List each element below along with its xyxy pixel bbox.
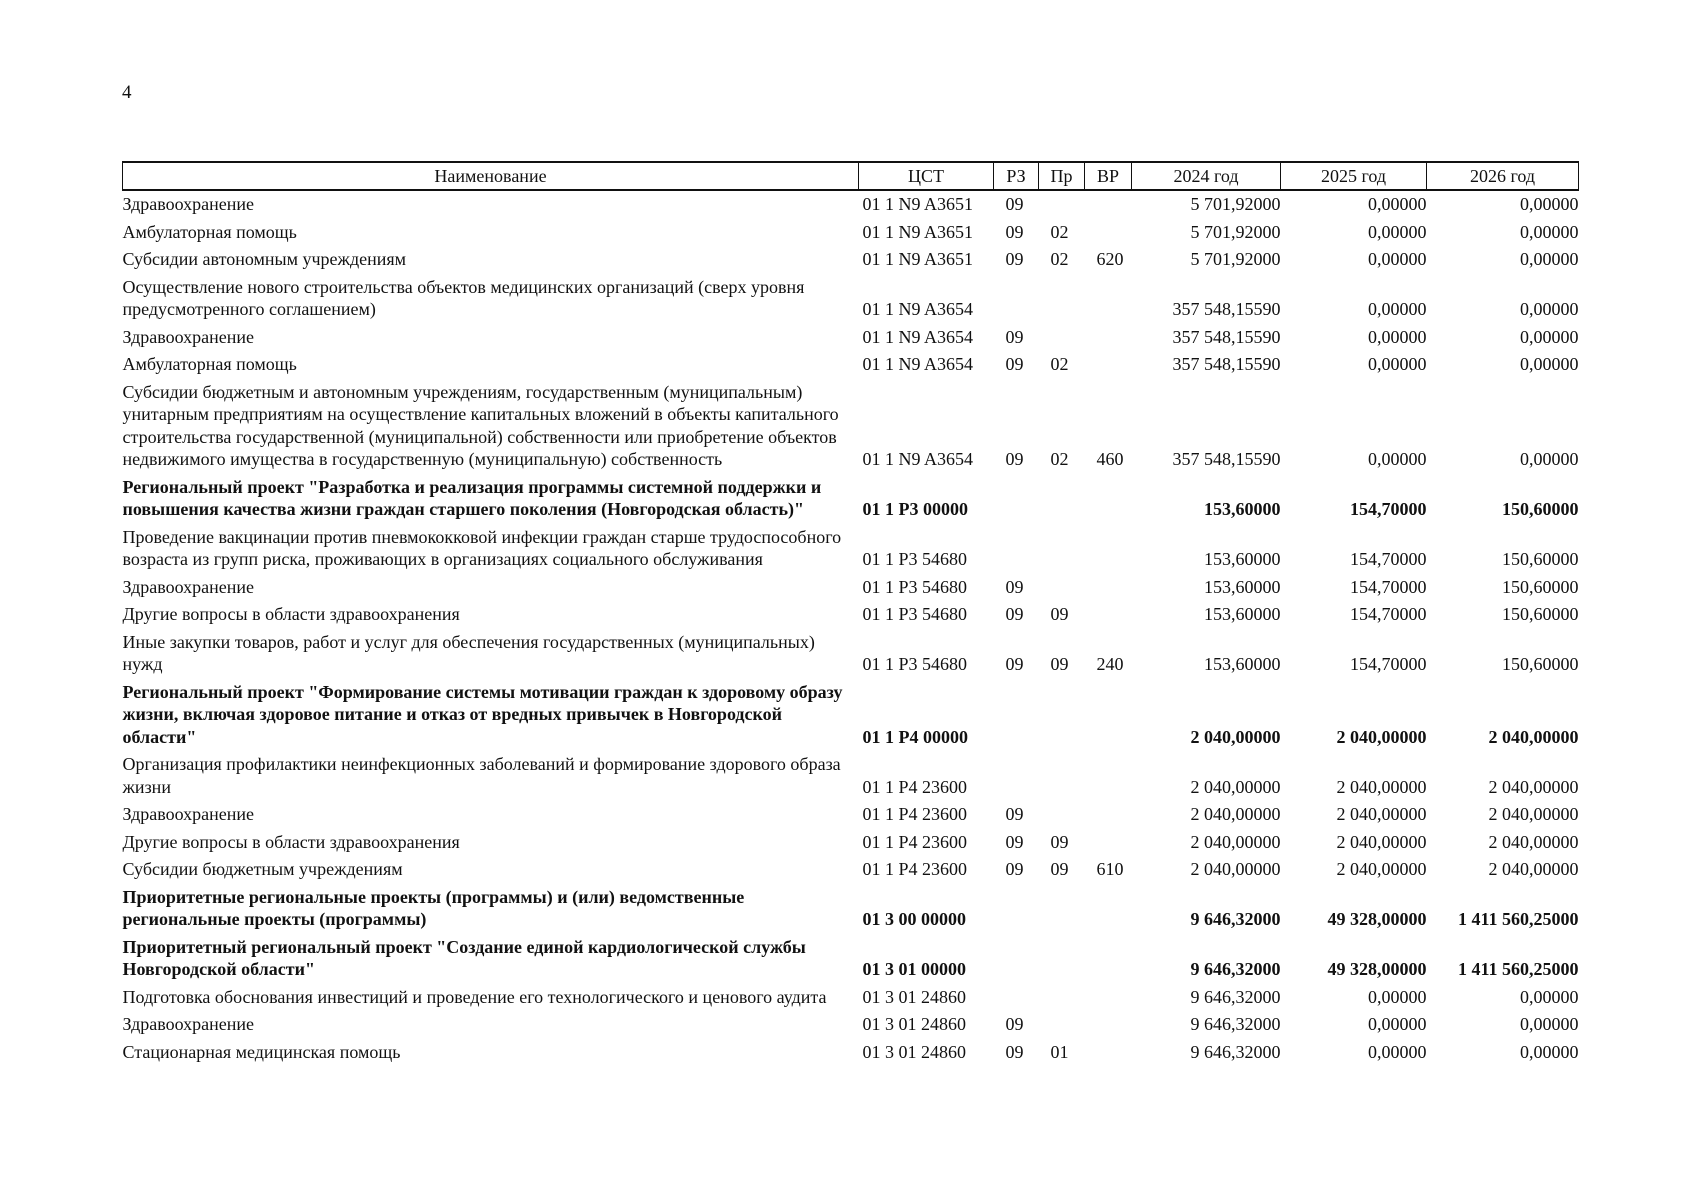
row-cst: 01 1 N9 A3654 <box>862 326 974 347</box>
row-value-2026: 2 040,00000 <box>1488 831 1579 852</box>
table-row <box>123 219 1579 247</box>
row-pr: 02 <box>1050 449 1069 469</box>
row-pr <box>1039 324 1085 352</box>
row-value-2025: 0,00000 <box>1368 986 1427 1007</box>
header-name: Наименование <box>123 162 859 190</box>
table-row <box>123 274 1579 324</box>
row-name: Организация профилактики неинфекционных заболеваний и формирование здорового образа жизни <box>122 754 841 797</box>
row-vr <box>1085 601 1132 629</box>
row-rz: 09 <box>1005 831 1024 852</box>
table-row <box>123 856 1579 884</box>
row-cst: 01 1 P3 54680 <box>862 654 968 674</box>
row-cst: 01 1 N9 A3654 <box>862 449 974 469</box>
row-value-2026: 0,00000 <box>1520 221 1579 242</box>
row-name: Амбулаторная помощь <box>122 354 297 374</box>
row-name: Субсидии автономным учреждениям <box>122 249 407 269</box>
row-rz: 09 <box>1005 249 1024 269</box>
row-value-2026: 2 040,00000 <box>1488 776 1579 797</box>
row-pr: 01 <box>1050 1041 1069 1062</box>
row-rz: 09 <box>1005 859 1024 879</box>
row-cst: 01 1 P3 54680 <box>862 604 968 624</box>
row-value-2025: 0,00000 <box>1368 1014 1427 1034</box>
row-value-2024: 2 040,00000 <box>1190 831 1281 852</box>
row-rz: 09 <box>1005 354 1024 374</box>
header-rz: РЗ <box>994 162 1039 190</box>
table-row <box>123 984 1579 1012</box>
row-vr <box>1085 679 1132 752</box>
row-value-2026: 1 411 560,25000 <box>1457 959 1579 979</box>
row-value-2025: 2 040,00000 <box>1336 859 1427 879</box>
row-value-2025: 2 040,00000 <box>1336 831 1427 852</box>
budget-table <box>122 161 1579 1066</box>
row-name: Субсидии бюджетным и автономным учреждениям, государственным (муниципальным) унитарным предприятиям на осуществление капитальных вложений в объекты капитального строительства государственной (муниципальной) собственности или приобретение объектов недвижимого имущества в государственную (муниципальную) собственность <box>122 381 839 469</box>
header-vr: ВР <box>1085 162 1132 190</box>
table-row <box>123 379 1579 474</box>
table-row <box>123 601 1579 629</box>
row-rz <box>994 274 1039 324</box>
row-cst: 01 1 P3 00000 <box>862 499 968 519</box>
row-value-2026: 0,00000 <box>1520 299 1579 319</box>
row-cst: 01 3 00 00000 <box>862 909 966 929</box>
row-rz: 09 <box>1005 194 1024 214</box>
table-row <box>123 324 1579 352</box>
row-rz: 09 <box>1005 1014 1024 1034</box>
row-rz <box>994 679 1039 752</box>
row-cst: 01 1 P4 00000 <box>862 726 968 747</box>
row-value-2024: 9 646,32000 <box>1190 909 1281 929</box>
row-value-2026: 0,00000 <box>1520 194 1579 214</box>
table-row <box>123 246 1579 274</box>
row-value-2026: 0,00000 <box>1520 326 1579 347</box>
row-pr <box>1039 679 1085 752</box>
row-pr <box>1039 801 1085 829</box>
table-row <box>123 679 1579 752</box>
table-row <box>123 351 1579 379</box>
row-value-2026: 0,00000 <box>1520 1014 1579 1034</box>
row-pr: 02 <box>1050 354 1069 374</box>
row-value-2025: 154,70000 <box>1350 549 1427 569</box>
row-value-2025: 0,00000 <box>1368 326 1427 347</box>
table-row <box>123 934 1579 984</box>
row-name: Здравоохранение <box>122 1014 255 1034</box>
row-pr <box>1039 884 1085 934</box>
row-rz <box>994 884 1039 934</box>
row-vr <box>1085 474 1132 524</box>
row-value-2025: 0,00000 <box>1368 249 1427 269</box>
row-value-2025: 154,70000 <box>1350 604 1427 624</box>
row-name: Здравоохранение <box>122 576 255 597</box>
row-vr <box>1085 190 1132 219</box>
table-row <box>123 574 1579 602</box>
row-pr <box>1039 1011 1085 1039</box>
row-value-2026: 0,00000 <box>1520 986 1579 1007</box>
row-value-2024: 5 701,92000 <box>1190 249 1281 269</box>
row-value-2026: 150,60000 <box>1502 654 1579 674</box>
row-value-2024: 9 646,32000 <box>1190 986 1281 1007</box>
row-name: Субсидии бюджетным учреждениям <box>122 859 403 879</box>
row-cst: 01 1 N9 A3651 <box>862 221 974 242</box>
row-value-2025: 0,00000 <box>1368 194 1427 214</box>
header-row <box>123 162 1579 190</box>
table-row <box>123 884 1579 934</box>
table-row <box>123 474 1579 524</box>
row-vr <box>1085 1039 1132 1067</box>
row-cst: 01 3 01 24860 <box>862 1014 966 1034</box>
row-rz: 09 <box>1005 1041 1024 1062</box>
row-value-2024: 153,60000 <box>1204 549 1281 569</box>
row-vr <box>1085 574 1132 602</box>
header-2026: 2026 год <box>1427 162 1579 190</box>
row-vr: 620 <box>1096 249 1124 269</box>
row-name: Стационарная медицинская помощь <box>122 1041 401 1062</box>
row-cst: 01 1 P4 23600 <box>862 859 968 879</box>
row-pr <box>1039 474 1085 524</box>
row-name: Здравоохранение <box>122 326 255 347</box>
row-value-2026: 0,00000 <box>1520 249 1579 269</box>
table-row <box>123 524 1579 574</box>
row-cst: 01 1 P4 23600 <box>862 776 968 797</box>
row-cst: 01 1 N9 A3651 <box>862 194 974 214</box>
row-pr: 09 <box>1050 604 1069 624</box>
row-value-2025: 2 040,00000 <box>1336 776 1427 797</box>
row-value-2026: 0,00000 <box>1520 354 1579 374</box>
row-vr <box>1085 324 1132 352</box>
page-number: 4 <box>122 82 132 103</box>
row-value-2025: 0,00000 <box>1368 221 1427 242</box>
header-pr: Пр <box>1039 162 1085 190</box>
row-name: Проведение вакцинации против пневмококковой инфекции граждан старше трудоспособного возраста из групп риска, проживающих в организациях социального обслуживания <box>122 526 842 569</box>
row-name: Другие вопросы в области здравоохранения <box>122 831 460 852</box>
row-rz: 09 <box>1005 654 1024 674</box>
row-name: Осуществление нового строительства объектов медицинских организаций (сверх уровня предусмотренного соглашением) <box>122 276 805 319</box>
row-cst: 01 1 P3 54680 <box>862 576 968 597</box>
table-row <box>123 1039 1579 1067</box>
row-value-2024: 2 040,00000 <box>1190 726 1281 747</box>
table-row <box>123 190 1579 219</box>
row-name: Приоритетный региональный проект "Создание единой кардиологической службы Новгородской области" <box>122 936 806 979</box>
row-cst: 01 3 01 24860 <box>862 1041 966 1062</box>
row-value-2025: 49 328,00000 <box>1327 959 1427 979</box>
row-cst: 01 1 N9 A3651 <box>862 249 974 269</box>
row-value-2026: 150,60000 <box>1502 499 1579 519</box>
row-pr: 02 <box>1050 249 1069 269</box>
header-cst: ЦСТ <box>859 162 994 190</box>
row-value-2026: 150,60000 <box>1502 576 1579 597</box>
row-value-2024: 357 548,15590 <box>1172 299 1281 319</box>
row-vr <box>1085 934 1132 984</box>
row-value-2024: 153,60000 <box>1204 576 1281 597</box>
row-vr <box>1085 274 1132 324</box>
row-value-2024: 357 548,15590 <box>1172 326 1281 347</box>
row-pr: 09 <box>1050 859 1069 879</box>
row-cst: 01 3 01 00000 <box>862 959 966 979</box>
row-value-2026: 2 040,00000 <box>1488 859 1579 879</box>
row-vr <box>1085 524 1132 574</box>
row-vr <box>1085 351 1132 379</box>
row-value-2024: 5 701,92000 <box>1190 194 1281 214</box>
row-value-2025: 0,00000 <box>1368 449 1427 469</box>
row-value-2024: 357 548,15590 <box>1172 354 1281 374</box>
row-value-2026: 2 040,00000 <box>1488 726 1579 747</box>
row-name: Здравоохранение <box>122 194 255 214</box>
row-name: Региональный проект "Разработка и реализация программы системной поддержки и повышения качества жизни граждан старшего поколения (Новгородская область)" <box>122 476 822 519</box>
row-pr: 09 <box>1050 654 1069 674</box>
row-vr <box>1085 751 1132 801</box>
row-name: Подготовка обоснования инвестиций и проведение его технологического и ценового аудита <box>122 986 827 1007</box>
row-pr <box>1039 274 1085 324</box>
row-value-2026: 0,00000 <box>1520 1041 1579 1062</box>
row-value-2025: 0,00000 <box>1368 354 1427 374</box>
row-vr <box>1085 884 1132 934</box>
row-pr: 09 <box>1050 831 1069 852</box>
header-2025: 2025 год <box>1281 162 1427 190</box>
row-name: Здравоохранение <box>122 804 255 824</box>
table-header <box>123 162 1579 190</box>
row-value-2024: 153,60000 <box>1204 604 1281 624</box>
row-vr: 240 <box>1096 654 1124 674</box>
row-value-2024: 153,60000 <box>1204 654 1281 674</box>
row-value-2026: 2 040,00000 <box>1488 804 1579 824</box>
row-cst: 01 1 P4 23600 <box>862 804 968 824</box>
row-value-2025: 0,00000 <box>1368 299 1427 319</box>
row-value-2025: 0,00000 <box>1368 1041 1427 1062</box>
row-vr <box>1085 984 1132 1012</box>
row-value-2024: 9 646,32000 <box>1190 959 1281 979</box>
row-value-2024: 9 646,32000 <box>1190 1014 1281 1034</box>
table-row <box>123 829 1579 857</box>
row-cst: 01 1 N9 A3654 <box>862 354 974 374</box>
row-value-2025: 2 040,00000 <box>1336 726 1427 747</box>
row-value-2025: 154,70000 <box>1350 654 1427 674</box>
row-value-2025: 2 040,00000 <box>1336 804 1427 824</box>
row-value-2026: 150,60000 <box>1502 604 1579 624</box>
row-pr <box>1039 524 1085 574</box>
row-cst: 01 1 N9 A3654 <box>862 299 974 319</box>
table-row <box>123 629 1579 679</box>
row-value-2024: 2 040,00000 <box>1190 804 1281 824</box>
row-pr <box>1039 190 1085 219</box>
row-vr <box>1085 1011 1132 1039</box>
row-value-2024: 153,60000 <box>1204 499 1281 519</box>
row-rz: 09 <box>1005 804 1024 824</box>
row-value-2024: 9 646,32000 <box>1190 1041 1281 1062</box>
row-rz <box>994 984 1039 1012</box>
table-row <box>123 1011 1579 1039</box>
row-name: Региональный проект "Формирование системы мотивации граждан к здоровому образу жизни, включая здоровое питание и отказ от вредных привычек в Новгородской области" <box>122 681 843 747</box>
row-value-2026: 1 411 560,25000 <box>1457 909 1579 929</box>
row-value-2026: 150,60000 <box>1502 549 1579 569</box>
row-value-2026: 0,00000 <box>1520 449 1579 469</box>
row-pr <box>1039 934 1085 984</box>
row-value-2024: 2 040,00000 <box>1190 859 1281 879</box>
row-name: Приоритетные региональные проекты (программы) и (или) ведомственные региональные проекты (программы) <box>122 886 745 929</box>
row-value-2024: 357 548,15590 <box>1172 449 1281 469</box>
row-rz: 09 <box>1005 221 1024 242</box>
row-rz <box>994 474 1039 524</box>
row-value-2024: 2 040,00000 <box>1190 776 1281 797</box>
row-name: Другие вопросы в области здравоохранения <box>122 604 460 624</box>
row-value-2024: 5 701,92000 <box>1190 221 1281 242</box>
row-pr <box>1039 751 1085 801</box>
row-cst: 01 1 P4 23600 <box>862 831 968 852</box>
table-row <box>123 801 1579 829</box>
row-cst: 01 3 01 24860 <box>862 986 966 1007</box>
row-pr: 02 <box>1050 221 1069 242</box>
table-row <box>123 751 1579 801</box>
row-name: Амбулаторная помощь <box>122 221 297 242</box>
header-2024: 2024 год <box>1132 162 1281 190</box>
row-rz <box>994 751 1039 801</box>
row-vr: 460 <box>1096 449 1124 469</box>
row-rz <box>994 524 1039 574</box>
table-body <box>123 190 1579 1066</box>
row-value-2025: 49 328,00000 <box>1327 909 1427 929</box>
row-rz <box>994 934 1039 984</box>
row-name: Иные закупки товаров, работ и услуг для обеспечения государственных (муниципальных) нужд <box>122 631 815 674</box>
row-rz: 09 <box>1005 576 1024 597</box>
row-rz: 09 <box>1005 604 1024 624</box>
row-cst: 01 1 P3 54680 <box>862 549 968 569</box>
row-value-2025: 154,70000 <box>1350 499 1427 519</box>
row-pr <box>1039 984 1085 1012</box>
row-rz: 09 <box>1005 326 1024 347</box>
row-vr <box>1085 801 1132 829</box>
row-rz: 09 <box>1005 449 1024 469</box>
row-value-2025: 154,70000 <box>1350 576 1427 597</box>
row-vr <box>1085 219 1132 247</box>
row-vr <box>1085 829 1132 857</box>
row-pr <box>1039 574 1085 602</box>
row-vr: 610 <box>1096 859 1124 879</box>
